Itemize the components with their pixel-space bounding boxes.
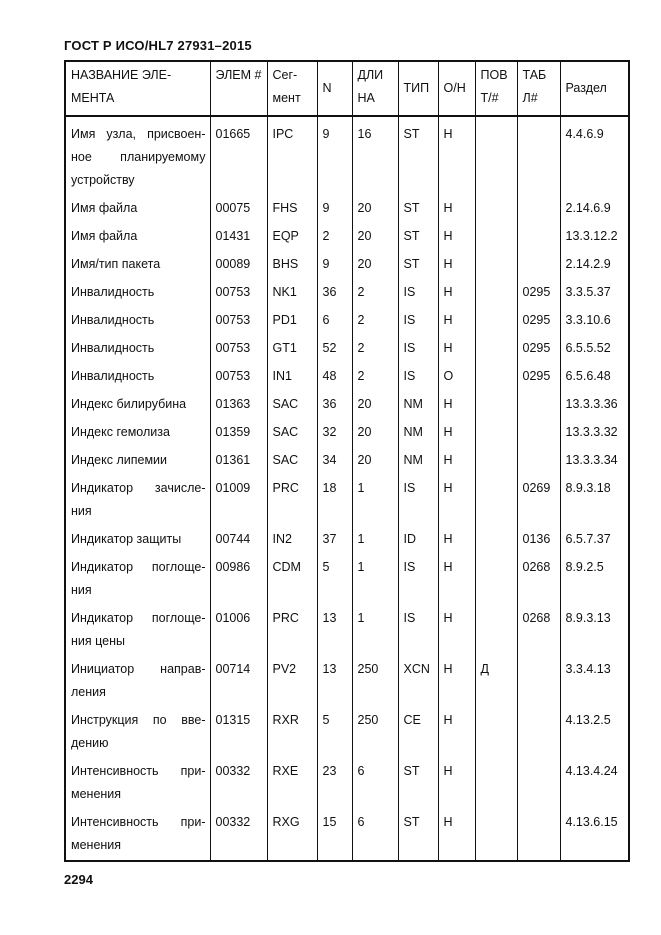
cell-n: 18 bbox=[317, 475, 352, 526]
cell-elem: 00753 bbox=[210, 335, 267, 363]
cell-name: Индикатор поглоще-ния bbox=[65, 554, 210, 605]
cell-rep bbox=[475, 251, 517, 279]
table-row bbox=[65, 526, 629, 554]
cell-rep bbox=[475, 526, 517, 554]
cell-type: IS bbox=[398, 605, 438, 656]
cell-n: 34 bbox=[317, 447, 352, 475]
cell-elem: 01315 bbox=[210, 707, 267, 758]
cell-name: Инвалидность bbox=[65, 307, 210, 335]
cell-section: 13.3.3.32 bbox=[560, 419, 629, 447]
cell-tab bbox=[517, 391, 560, 419]
cell-tab bbox=[517, 758, 560, 809]
cell-elem: 01431 bbox=[210, 223, 267, 251]
cell-n: 9 bbox=[317, 251, 352, 279]
column-header-tab: ТАБ Л# bbox=[517, 61, 560, 116]
cell-rep bbox=[475, 116, 517, 195]
cell-length: 2 bbox=[352, 363, 398, 391]
cell-n: 52 bbox=[317, 335, 352, 363]
cell-segment: PRC bbox=[267, 605, 317, 656]
cell-tab bbox=[517, 419, 560, 447]
cell-on: Н bbox=[438, 447, 475, 475]
cell-elem: 00075 bbox=[210, 195, 267, 223]
cell-name: Индикатор защиты bbox=[65, 526, 210, 554]
cell-type: ST bbox=[398, 223, 438, 251]
cell-tab bbox=[517, 809, 560, 861]
cell-elem: 01665 bbox=[210, 116, 267, 195]
cell-type: ID bbox=[398, 526, 438, 554]
cell-type: IS bbox=[398, 279, 438, 307]
table-row bbox=[65, 335, 629, 363]
cell-n: 15 bbox=[317, 809, 352, 861]
cell-length: 20 bbox=[352, 195, 398, 223]
cell-length: 2 bbox=[352, 335, 398, 363]
cell-section: 8.9.3.18 bbox=[560, 475, 629, 526]
cell-rep bbox=[475, 758, 517, 809]
cell-name: Инвалидность bbox=[65, 363, 210, 391]
cell-section: 6.5.6.48 bbox=[560, 363, 629, 391]
cell-name: Инициатор направ-ления bbox=[65, 656, 210, 707]
cell-segment: SAC bbox=[267, 419, 317, 447]
cell-type: ST bbox=[398, 758, 438, 809]
cell-section: 13.3.3.36 bbox=[560, 391, 629, 419]
cell-tab: 0268 bbox=[517, 605, 560, 656]
table-row bbox=[65, 447, 629, 475]
cell-n: 6 bbox=[317, 307, 352, 335]
cell-segment: EQP bbox=[267, 223, 317, 251]
cell-rep bbox=[475, 475, 517, 526]
cell-on: Н bbox=[438, 758, 475, 809]
cell-n: 13 bbox=[317, 656, 352, 707]
cell-name: Имя файла bbox=[65, 223, 210, 251]
table-row bbox=[65, 554, 629, 605]
cell-on: Н bbox=[438, 391, 475, 419]
cell-tab: 0295 bbox=[517, 307, 560, 335]
cell-type: IS bbox=[398, 554, 438, 605]
cell-name: Индекс билирубина bbox=[65, 391, 210, 419]
cell-section: 3.3.4.13 bbox=[560, 656, 629, 707]
cell-rep bbox=[475, 391, 517, 419]
cell-rep bbox=[475, 554, 517, 605]
cell-n: 5 bbox=[317, 707, 352, 758]
cell-length: 20 bbox=[352, 223, 398, 251]
cell-on: Н bbox=[438, 223, 475, 251]
cell-length: 1 bbox=[352, 605, 398, 656]
cell-on: Н bbox=[438, 279, 475, 307]
cell-elem: 00986 bbox=[210, 554, 267, 605]
cell-segment: IPC bbox=[267, 116, 317, 195]
cell-tab: 0295 bbox=[517, 363, 560, 391]
cell-on: Н bbox=[438, 656, 475, 707]
cell-name: Индикатор поглоще-ния цены bbox=[65, 605, 210, 656]
cell-n: 36 bbox=[317, 391, 352, 419]
table-row bbox=[65, 475, 629, 526]
cell-n: 13 bbox=[317, 605, 352, 656]
cell-elem: 00332 bbox=[210, 758, 267, 809]
cell-length: 1 bbox=[352, 526, 398, 554]
cell-rep bbox=[475, 363, 517, 391]
cell-section: 2.14.6.9 bbox=[560, 195, 629, 223]
cell-rep bbox=[475, 809, 517, 861]
column-header-name: НАЗВАНИЕ ЭЛЕ-МЕНТА bbox=[65, 61, 210, 116]
cell-section: 2.14.2.9 bbox=[560, 251, 629, 279]
cell-name: Инструкция по вве-дению bbox=[65, 707, 210, 758]
cell-elem: 00714 bbox=[210, 656, 267, 707]
table-row bbox=[65, 223, 629, 251]
cell-elem: 01361 bbox=[210, 447, 267, 475]
cell-elem: 01363 bbox=[210, 391, 267, 419]
cell-tab bbox=[517, 251, 560, 279]
cell-type: IS bbox=[398, 307, 438, 335]
page-number: 2294 bbox=[64, 872, 93, 887]
cell-rep bbox=[475, 419, 517, 447]
cell-type: NM bbox=[398, 447, 438, 475]
cell-tab bbox=[517, 195, 560, 223]
cell-segment: RXG bbox=[267, 809, 317, 861]
cell-segment: IN1 bbox=[267, 363, 317, 391]
cell-on: Н bbox=[438, 419, 475, 447]
cell-segment: RXR bbox=[267, 707, 317, 758]
cell-segment: CDM bbox=[267, 554, 317, 605]
cell-elem: 00332 bbox=[210, 809, 267, 861]
cell-elem: 00753 bbox=[210, 363, 267, 391]
cell-type: NM bbox=[398, 391, 438, 419]
cell-on: Н bbox=[438, 195, 475, 223]
cell-length: 20 bbox=[352, 419, 398, 447]
cell-tab: 0295 bbox=[517, 335, 560, 363]
cell-elem: 01009 bbox=[210, 475, 267, 526]
cell-name: Индекс гемолиза bbox=[65, 419, 210, 447]
cell-rep bbox=[475, 707, 517, 758]
table-row bbox=[65, 656, 629, 707]
cell-tab bbox=[517, 116, 560, 195]
cell-segment: IN2 bbox=[267, 526, 317, 554]
cell-type: ST bbox=[398, 251, 438, 279]
cell-section: 13.3.12.2 bbox=[560, 223, 629, 251]
cell-segment: PV2 bbox=[267, 656, 317, 707]
cell-tab bbox=[517, 447, 560, 475]
cell-length: 20 bbox=[352, 391, 398, 419]
cell-n: 23 bbox=[317, 758, 352, 809]
cell-type: CE bbox=[398, 707, 438, 758]
cell-length: 6 bbox=[352, 809, 398, 861]
document-header: ГОСТ Р ИСО/HL7 27931–2015 bbox=[64, 38, 252, 53]
cell-length: 20 bbox=[352, 447, 398, 475]
cell-segment: FHS bbox=[267, 195, 317, 223]
cell-elem: 00744 bbox=[210, 526, 267, 554]
cell-name: Имя файла bbox=[65, 195, 210, 223]
cell-length: 2 bbox=[352, 307, 398, 335]
column-header-elem: ЭЛЕМ # bbox=[210, 61, 267, 116]
cell-on: Н bbox=[438, 307, 475, 335]
table-row bbox=[65, 279, 629, 307]
cell-on: Н bbox=[438, 707, 475, 758]
cell-type: ST bbox=[398, 809, 438, 861]
cell-name: Инвалидность bbox=[65, 335, 210, 363]
cell-on: Н bbox=[438, 335, 475, 363]
table-row bbox=[65, 758, 629, 809]
column-header-n: N bbox=[317, 61, 352, 116]
cell-n: 2 bbox=[317, 223, 352, 251]
cell-elem: 00089 bbox=[210, 251, 267, 279]
table-row bbox=[65, 251, 629, 279]
cell-segment: SAC bbox=[267, 391, 317, 419]
cell-on: Н bbox=[438, 475, 475, 526]
column-header-type: ТИП bbox=[398, 61, 438, 116]
cell-type: ST bbox=[398, 116, 438, 195]
cell-name: Имя/тип пакета bbox=[65, 251, 210, 279]
cell-section: 8.9.2.5 bbox=[560, 554, 629, 605]
cell-n: 5 bbox=[317, 554, 352, 605]
cell-section: 4.13.2.5 bbox=[560, 707, 629, 758]
cell-segment: PRC bbox=[267, 475, 317, 526]
table-row bbox=[65, 391, 629, 419]
cell-n: 9 bbox=[317, 116, 352, 195]
cell-section: 4.13.4.24 bbox=[560, 758, 629, 809]
cell-length: 16 bbox=[352, 116, 398, 195]
table-row bbox=[65, 307, 629, 335]
cell-on: Н bbox=[438, 809, 475, 861]
table-row bbox=[65, 363, 629, 391]
elements-table bbox=[64, 60, 630, 862]
cell-length: 250 bbox=[352, 707, 398, 758]
cell-section: 3.3.5.37 bbox=[560, 279, 629, 307]
cell-type: NM bbox=[398, 419, 438, 447]
cell-section: 6.5.5.52 bbox=[560, 335, 629, 363]
cell-on: Н bbox=[438, 251, 475, 279]
table-row bbox=[65, 195, 629, 223]
cell-on: Н bbox=[438, 554, 475, 605]
cell-name: Инвалидность bbox=[65, 279, 210, 307]
cell-segment: SAC bbox=[267, 447, 317, 475]
cell-rep bbox=[475, 195, 517, 223]
table-row bbox=[65, 707, 629, 758]
cell-elem: 00753 bbox=[210, 279, 267, 307]
cell-n: 32 bbox=[317, 419, 352, 447]
cell-segment: BHS bbox=[267, 251, 317, 279]
table-row bbox=[65, 116, 629, 195]
cell-n: 9 bbox=[317, 195, 352, 223]
cell-rep: Д bbox=[475, 656, 517, 707]
cell-type: ST bbox=[398, 195, 438, 223]
cell-section: 3.3.10.6 bbox=[560, 307, 629, 335]
cell-tab: 0269 bbox=[517, 475, 560, 526]
cell-on: Н bbox=[438, 116, 475, 195]
cell-tab bbox=[517, 656, 560, 707]
cell-rep bbox=[475, 335, 517, 363]
cell-name: Индикатор зачисле-ния bbox=[65, 475, 210, 526]
cell-type: IS bbox=[398, 335, 438, 363]
cell-length: 2 bbox=[352, 279, 398, 307]
cell-elem: 01359 bbox=[210, 419, 267, 447]
cell-on: Н bbox=[438, 605, 475, 656]
cell-rep bbox=[475, 223, 517, 251]
table-row bbox=[65, 809, 629, 861]
cell-rep bbox=[475, 279, 517, 307]
cell-length: 1 bbox=[352, 475, 398, 526]
cell-type: IS bbox=[398, 475, 438, 526]
cell-length: 1 bbox=[352, 554, 398, 605]
table-body bbox=[65, 116, 629, 861]
cell-name: Интенсивность при-менения bbox=[65, 758, 210, 809]
column-header-length: ДЛИ НА bbox=[352, 61, 398, 116]
cell-length: 20 bbox=[352, 251, 398, 279]
column-header-section: Раздел bbox=[560, 61, 629, 116]
cell-segment: RXE bbox=[267, 758, 317, 809]
cell-name: Имя узла, присвоен-ное планируемому устройству bbox=[65, 116, 210, 195]
cell-section: 4.13.6.15 bbox=[560, 809, 629, 861]
column-header-on: О/Н bbox=[438, 61, 475, 116]
cell-segment: NK1 bbox=[267, 279, 317, 307]
cell-tab: 0295 bbox=[517, 279, 560, 307]
cell-section: 6.5.7.37 bbox=[560, 526, 629, 554]
column-header-rep: ПОВ Т/# bbox=[475, 61, 517, 116]
cell-name: Индекс липемии bbox=[65, 447, 210, 475]
cell-section: 8.9.3.13 bbox=[560, 605, 629, 656]
table-row bbox=[65, 605, 629, 656]
cell-section: 13.3.3.34 bbox=[560, 447, 629, 475]
cell-on: О bbox=[438, 363, 475, 391]
cell-name: Интенсивность при-менения bbox=[65, 809, 210, 861]
cell-tab: 0136 bbox=[517, 526, 560, 554]
table-header-row bbox=[65, 61, 629, 116]
cell-tab bbox=[517, 707, 560, 758]
cell-segment: GT1 bbox=[267, 335, 317, 363]
cell-rep bbox=[475, 605, 517, 656]
cell-rep bbox=[475, 447, 517, 475]
cell-type: IS bbox=[398, 363, 438, 391]
cell-tab: 0268 bbox=[517, 554, 560, 605]
cell-length: 250 bbox=[352, 656, 398, 707]
cell-length: 6 bbox=[352, 758, 398, 809]
cell-tab bbox=[517, 223, 560, 251]
column-header-segment: Сег-мент bbox=[267, 61, 317, 116]
cell-n: 37 bbox=[317, 526, 352, 554]
cell-n: 36 bbox=[317, 279, 352, 307]
cell-elem: 01006 bbox=[210, 605, 267, 656]
table-row bbox=[65, 419, 629, 447]
cell-on: Н bbox=[438, 526, 475, 554]
cell-n: 48 bbox=[317, 363, 352, 391]
cell-section: 4.4.6.9 bbox=[560, 116, 629, 195]
cell-elem: 00753 bbox=[210, 307, 267, 335]
cell-segment: PD1 bbox=[267, 307, 317, 335]
cell-type: XCN bbox=[398, 656, 438, 707]
cell-rep bbox=[475, 307, 517, 335]
